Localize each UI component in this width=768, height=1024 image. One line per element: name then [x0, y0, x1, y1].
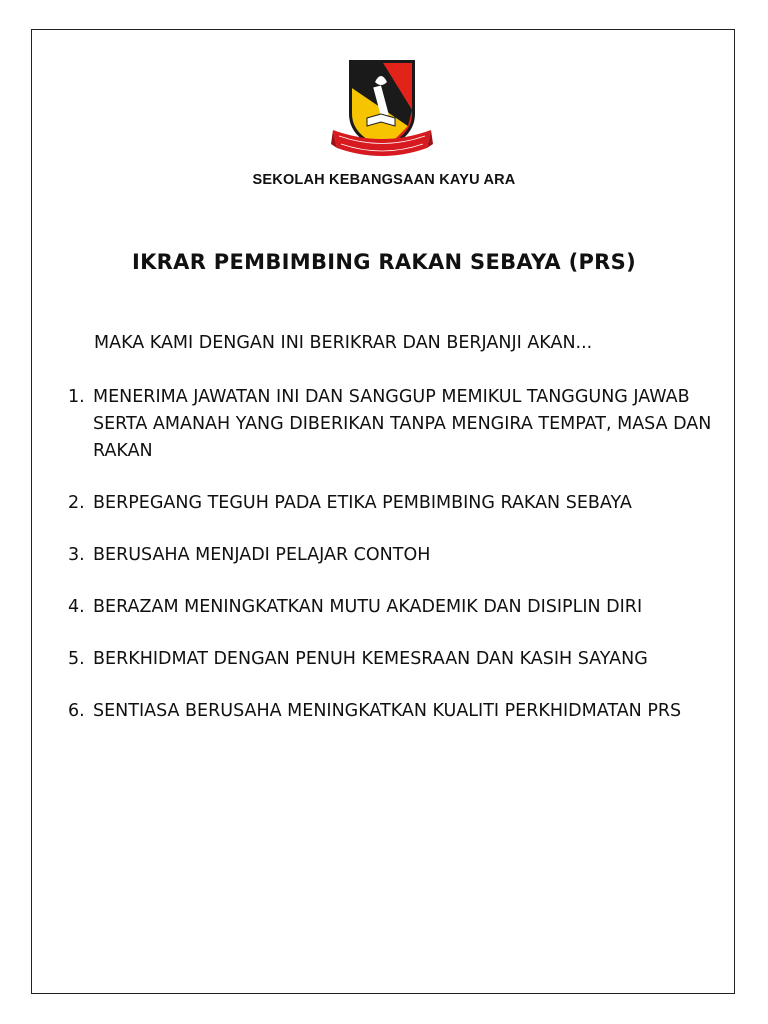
pledge-item: [68, 646, 728, 673]
pledge-text: SENTIASA BERUSAHA MENINGKATKAN KUALITI PERKHIDMATAN PRS: [93, 701, 682, 721]
pledge-text: BERUSAHA MENJADI PELAJAR CONTOH: [93, 545, 431, 565]
school-crest-logo: [331, 52, 433, 158]
pledge-item: [68, 594, 728, 621]
pledge-intro: MAKA KAMI DENGAN INI BERIKRAR DAN BERJANJI AKAN...: [94, 333, 593, 353]
pledge-text: BERAZAM MENINGKATKAN MUTU AKADEMIK DAN DISIPLIN DIRI: [93, 597, 643, 617]
pledge-item: [68, 490, 728, 517]
document-title: IKRAR PEMBIMBING RAKAN SEBAYA (PRS): [132, 250, 636, 274]
pledge-number: 3.: [68, 545, 85, 565]
school-name: SEKOLAH KEBANGSAAN KAYU ARA: [252, 172, 516, 188]
pledge-number: 1.: [68, 387, 85, 407]
pledge-item: [68, 698, 728, 725]
pledge-text: BERPEGANG TEGUH PADA ETIKA PEMBIMBING RAKAN SEBAYA: [93, 493, 632, 513]
pledge-item: [68, 542, 728, 569]
pledge-number: 4.: [68, 597, 85, 617]
pledge-number: 6.: [68, 701, 85, 721]
pledge-list: [68, 384, 728, 750]
pledge-number: 5.: [68, 649, 85, 669]
pledge-item: [68, 384, 728, 465]
pledge-text: BERKHIDMAT DENGAN PENUH KEMESRAAN DAN KASIH SAYANG: [93, 649, 648, 669]
pledge-text: MENERIMA JAWATAN INI DAN SANGGUP MEMIKUL TANGGUNG JAWAB SERTA AMANAH YANG DIBERIKAN TANPA MENGIRA TEMPAT, MASA DAN RAKAN: [93, 387, 712, 461]
pledge-number: 2.: [68, 493, 85, 513]
